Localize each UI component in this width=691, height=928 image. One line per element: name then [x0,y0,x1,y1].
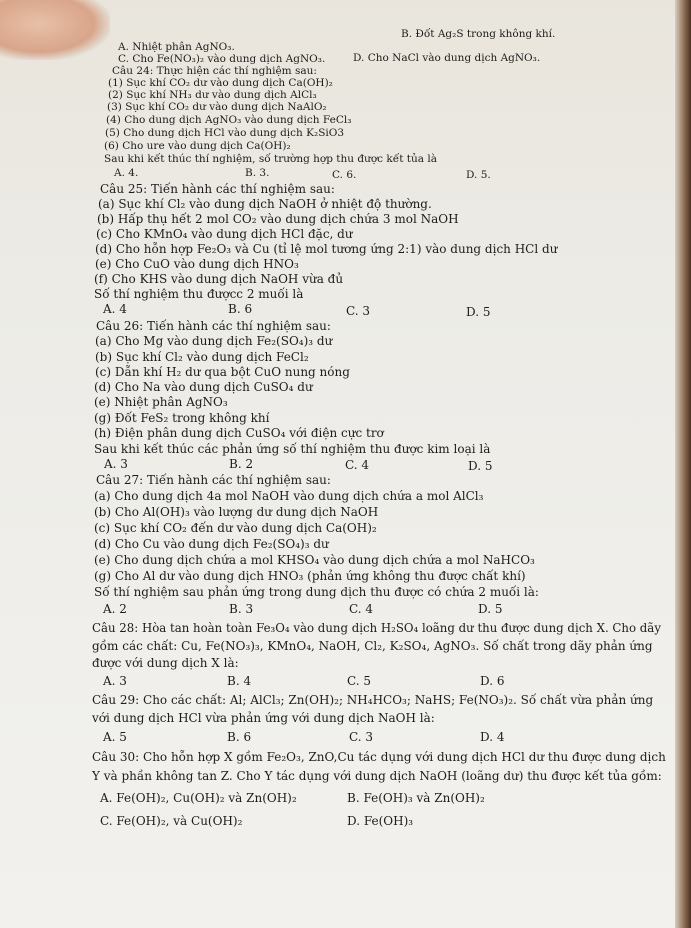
q25-question: Số thí nghiệm thu đượcc 2 muối là [94,287,304,301]
q26-option-d[interactable]: D. 5 [468,459,493,473]
q27-option-d[interactable]: D. 5 [478,602,503,616]
q25-title: Câu 25: Tiến hành các thí nghiệm sau: [100,182,335,196]
q24-option-b[interactable]: B. 3. [245,167,270,179]
q30-option-b[interactable]: B. Fe(OH)₃ và Zn(OH)₂ [347,791,485,805]
q26-item-e: (e) Nhiệt phân AgNO₃ [94,395,228,409]
q26-question: Sau khi kết thúc các phản ứng số thí nghiệm thu được kim loại là [94,442,491,456]
q27-title: Câu 27: Tiến hành các thí nghiệm sau: [96,473,331,487]
q24-item-1: (1) Sục khí CO₂ dư vào dung dịch Ca(OH)₂ [108,77,333,89]
q24-item-5: (5) Cho dung dịch HCl vào dung dịch K₂SiO3 [105,127,345,139]
q28-option-b[interactable]: B. 4 [227,674,252,688]
q27-option-b[interactable]: B. 3 [229,602,254,616]
q27-item-d: (d) Cho Cu vào dung dịch Fe₂(SO₄)₃ dư [94,537,329,551]
q27-option-c[interactable]: C. 4 [349,602,374,616]
q25-item-e: (e) Cho CuO vào dung dịch HNO₃ [95,257,299,271]
q27-item-g: (g) Cho Al dư vào dung dịch HNO₃ (phản ứng không thu được chất khí) [94,569,526,583]
q29-option-a[interactable]: A. 5 [103,730,127,744]
q26-title: Câu 26: Tiến hành các thí nghiệm sau: [96,319,331,333]
prev-option-b[interactable]: B. Đốt Ag₂S trong không khí. [401,28,556,40]
q25-item-f: (f) Cho KHS vào dung dịch NaOH vừa đủ [94,272,344,286]
q30-option-d[interactable]: D. Fe(OH)₃ [347,814,414,828]
q24-item-2: (2) Sục khí NH₃ dư vào dung dịch AlCl₃ [108,89,317,101]
q26-option-a[interactable]: A. 3 [104,457,128,471]
q28-line-1: Câu 28: Hòa tan hoàn toàn Fe₃O₄ vào dung dịch H₂SO₄ loãng dư thu được dung dịch X. Cho dãy [92,621,661,635]
q26-item-c: (c) Dẫn khí H₂ dư qua bột CuO nung nóng [95,365,350,379]
q30-line-1: Câu 30: Cho hỗn hợp X gồm Fe₂O₃, ZnO,Cu tác dụng với dung dịch HCl dư thu được dung dịch [92,750,666,764]
q30-option-c[interactable]: C. Fe(OH)₂, và Cu(OH)₂ [100,814,243,828]
q27-option-a[interactable]: A. 2 [103,602,127,616]
q26-item-h: (h) Điện phân dung dịch CuSO₄ với điện cực trơ [94,426,384,440]
q25-item-c: (c) Cho KMnO₄ vào dung dịch HCl đặc, dư [96,227,353,241]
prev-option-c[interactable]: C. Cho Fe(NO₃)₂ vào dung dịch AgNO₃. [118,53,326,65]
q24-title: Câu 24: Thực hiện các thí nghiệm sau: [112,65,317,77]
q30-option-a[interactable]: A. Fe(OH)₂, Cu(OH)₂ và Zn(OH)₂ [100,791,297,805]
q24-item-4: (4) Cho dung dịch AgNO₃ vào dung dịch FeCl₃ [106,114,352,126]
q27-item-b: (b) Cho Al(OH)₃ vào lượng dư dung dịch NaOH [94,505,379,519]
q29-line-1: Câu 29: Cho các chất: Al; AlCl₃; Zn(OH)₂; NH₄HCO₃; NaHS; Fe(NO₃)₂. Số chất vừa phản ứng [92,693,654,707]
prev-option-d[interactable]: D. Cho NaCl vào dung dịch AgNO₃. [353,52,541,64]
q24-item-3: (3) Sục khí CO₂ dư vào dung dịch NaAlO₂ [107,101,327,113]
page-binding-edge [675,0,691,928]
q29-option-b[interactable]: B. 6 [227,730,252,744]
q26-item-g: (g) Đốt FeS₂ trong không khí [94,411,270,425]
q25-item-d: (d) Cho hỗn hợp Fe₂O₃ và Cu (tỉ lệ mol tương ứng 2:1) vào dung dịch HCl dư [95,242,558,256]
q29-option-d[interactable]: D. 4 [480,730,505,744]
q26-option-b[interactable]: B. 2 [229,457,254,471]
q29-option-c[interactable]: C. 3 [349,730,374,744]
q24-option-a[interactable]: A. 4. [114,167,139,179]
q25-item-b: (b) Hấp thụ hết 2 mol CO₂ vào dung dịch chứa 3 mol NaOH [97,212,459,226]
prev-option-a[interactable]: A. Nhiệt phân AgNO₃. [118,41,235,53]
q24-item-6: (6) Cho ure vào dung dịch Ca(OH)₂ [104,140,291,152]
q25-option-d[interactable]: D. 5 [466,305,491,319]
q27-item-e: (e) Cho dung dịch chứa a mol KHSO₄ vào dung dịch chứa a mol NaHCO₃ [94,553,535,567]
q24-option-c[interactable]: C. 6. [332,169,357,181]
q24-question: Sau khi kết thúc thí nghiệm, số trường hợp thu được kết tủa là [104,153,437,165]
q26-item-a: (a) Cho Mg vào dung dịch Fe₂(SO₄)₃ dư [95,334,333,348]
q24-option-d[interactable]: D. 5. [466,169,491,181]
q26-item-d: (d) Cho Na vào dung dịch CuSO₄ dư [94,380,313,394]
q28-line-3: được với dung dịch X là: [92,656,239,670]
q25-option-c[interactable]: C. 3 [346,304,371,318]
q26-option-c[interactable]: C. 4 [345,458,370,472]
q25-option-b[interactable]: B. 6 [228,302,253,316]
q25-option-a[interactable]: A. 4 [103,302,127,316]
q27-item-a: (a) Cho dung dịch 4a mol NaOH vào dung dịch chứa a mol AlCl₃ [94,489,484,503]
q27-item-c: (c) Sục khí CO₂ đến dư vào dung dịch Ca(OH)₂ [94,521,377,535]
q25-item-a: (a) Sục khí Cl₂ vào dung dịch NaOH ở nhiệt độ thường. [98,197,432,211]
q28-line-2: gồm các chất: Cu, Fe(NO₃)₃, KMnO₄, NaOH, Cl₂, K₂SO₄, AgNO₃. Số chất trong dãy phản ứng [92,639,653,653]
finger-shadow [0,0,110,60]
q29-line-2: với dung dịch HCl vừa phản ứng với dung dịch NaOH là: [92,711,435,725]
q28-option-a[interactable]: A. 3 [103,674,127,688]
q28-option-c[interactable]: C. 5 [347,674,372,688]
q26-item-b: (b) Sục khí Cl₂ vào dung dịch FeCl₂ [95,350,309,364]
q27-question: Số thí nghiệm sau phản ứng trong dung dịch thu được có chứa 2 muối là: [94,585,539,599]
q30-line-2: Y và phần không tan Z. Cho Y tác dụng với dung dịch NaOH (loãng dư) thu được kết tủa gồm: [92,769,662,783]
q28-option-d[interactable]: D. 6 [480,674,505,688]
